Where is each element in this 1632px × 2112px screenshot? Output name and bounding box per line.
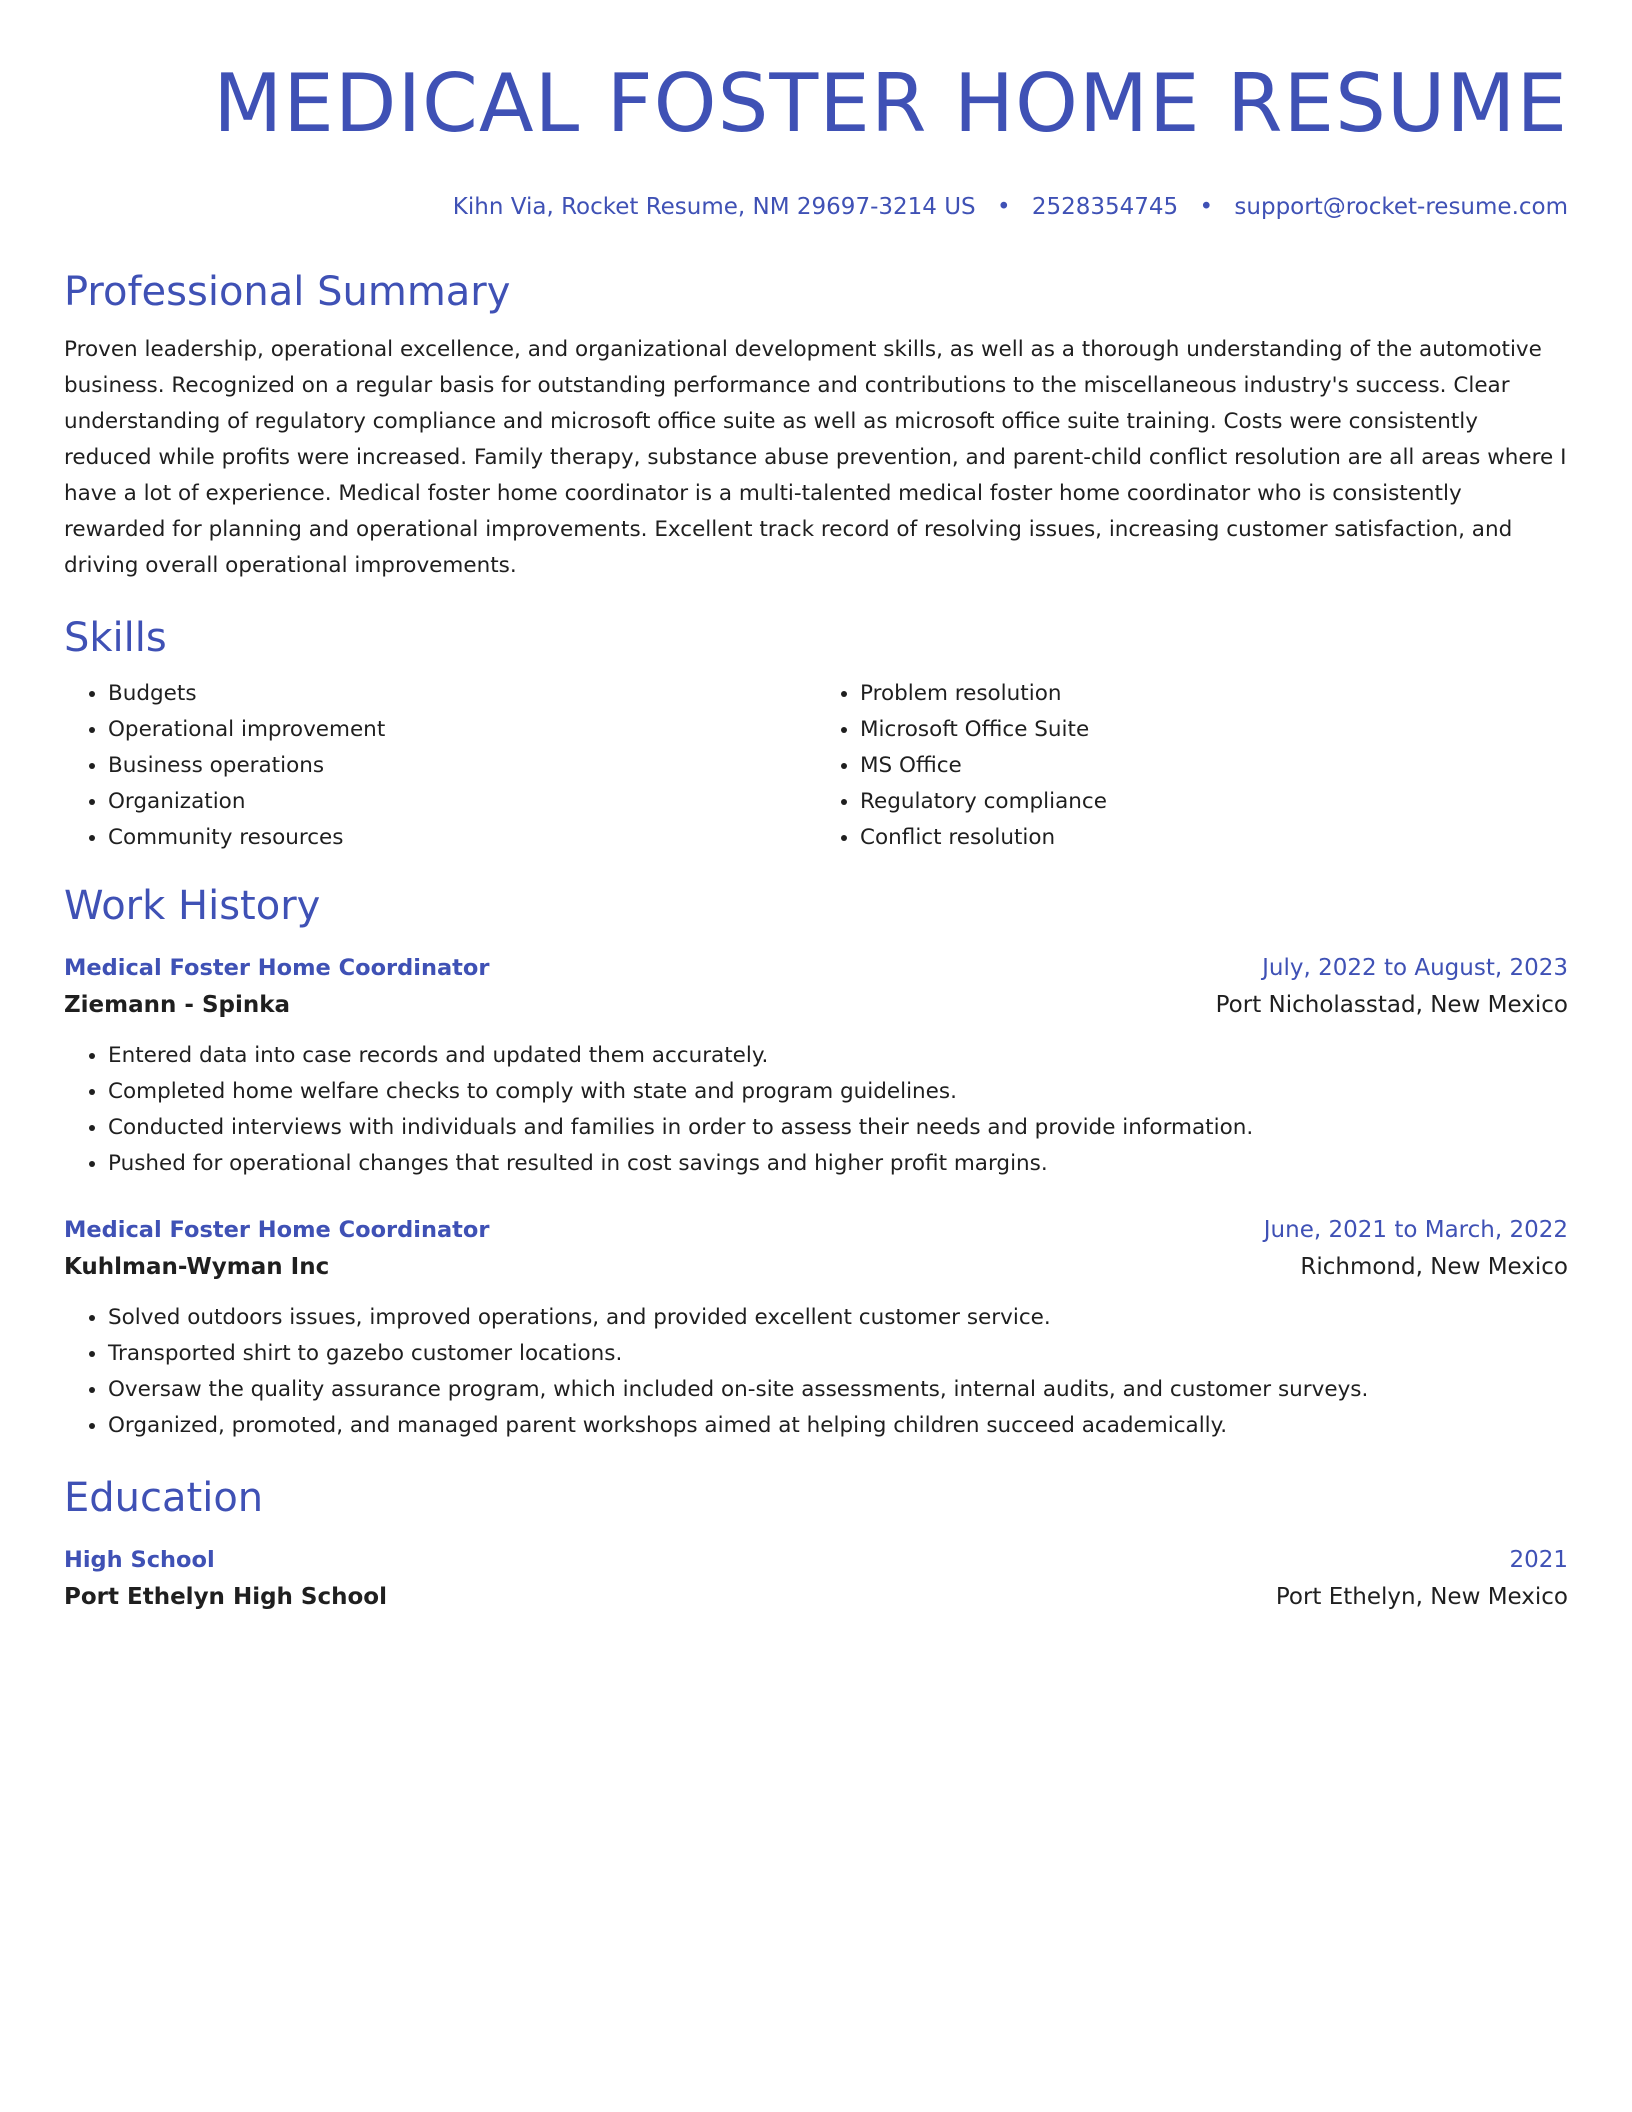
skill-item: • Regulatory compliance [860,784,1568,820]
contact-email: support@rocket-resume.com [1234,194,1568,220]
skill-item: • Conflict resolution [860,820,1568,856]
resume-title: MEDICAL FOSTER HOME RESUME [213,57,1568,150]
skills-heading: Skills [64,615,167,661]
contact-separator: • [996,194,1011,220]
contact-address: Kihn Via, Rocket Resume, NM 29697-3214 US [452,194,976,220]
job-bullet: • Conducted interviews with individuals and families in order to assess their needs and provide information. [108,1110,1568,1146]
work-history-heading: Work History [64,883,321,929]
job-location: Port Nicholasstad, New Mexico [1215,992,1568,1018]
education-degree: High School [64,1547,215,1573]
contact-phone: 2528354745 [1031,194,1179,220]
skill-item: • Organization [108,784,816,820]
education-location: Port Ethelyn, New Mexico [1275,1584,1568,1610]
job-bullet: • Solved outdoors issues, improved operations, and provided excellent customer service. [108,1300,1568,1336]
skill-item: • Microsoft Office Suite [860,712,1568,748]
job-header-row [64,950,1568,986]
job-bullet: • Organized, promoted, and managed parent workshops aimed at helping children succeed academically. [108,1408,1568,1444]
job-bullet: • Transported shirt to gazebo customer locations. [108,1336,1568,1372]
job-entry [64,950,1568,1182]
job-header-row [64,1212,1568,1248]
job-company-row [64,1248,1568,1286]
skills-list [64,676,1568,856]
skills-column-left [64,676,816,856]
job-bullet: • Completed home welfare checks to comply with state and program guidelines. [108,1074,1568,1110]
summary-text: Proven leadership, operational excellence, and organizational development skills, as well as a thorough understanding of the automotive business. Recognized on a regular basis for outstanding performance and contributions to the miscellaneous industry's success. Clear understanding of regulatory compliance and microsoft office suite as well as microsoft office suite training. Costs were consistently reduced while profits were increased. Family therapy, substance abuse prevention, and parent-child conflict resolution are all areas where I have a lot of experience. Medical foster home coordinator is a multi-talented medical foster home coordinator who is consistently rewarded for planning and operational improvements. Excellent track record of resolving issues, increasing customer satisfaction, and driving overall operational improvements. [64,337,1567,578]
job-dates: July, 2022 to August, 2023 [1262,955,1568,981]
contact-line [64,192,1568,222]
skill-item: • Operational improvement [108,712,816,748]
job-location: Richmond, New Mexico [1300,1254,1568,1280]
summary-heading: Professional Summary [64,269,511,315]
education-school: Port Ethelyn High School [64,1584,387,1610]
contact-separator: • [1199,194,1214,220]
skill-item: • Business operations [108,748,816,784]
job-bullet: • Oversaw the quality assurance program, which included on-site assessments, internal audits, and customer surveys. [108,1372,1568,1408]
resume-header [64,0,1568,222]
skill-item: • Budgets [108,676,816,712]
skill-item: • MS Office [860,748,1568,784]
job-entry [64,1212,1568,1444]
education-year: 2021 [1509,1547,1568,1573]
job-company-row [64,986,1568,1024]
job-bullets [64,1038,1568,1182]
job-bullet: • Pushed for operational changes that resulted in cost savings and higher profit margins. [108,1146,1568,1182]
job-dates: June, 2021 to March, 2022 [1263,1217,1568,1243]
education-school-row [64,1578,1568,1616]
job-bullet: • Entered data into case records and updated them accurately. [108,1038,1568,1074]
skills-column-right [816,676,1568,856]
job-company: Kuhlman-Wyman Inc [64,1254,330,1280]
education-heading: Education [64,1475,264,1521]
education-entry [64,1542,1568,1616]
job-bullets [64,1300,1568,1444]
job-title: Medical Foster Home Coordinator [64,955,490,981]
skill-item: • Community resources [108,820,816,856]
skill-item: • Problem resolution [860,676,1568,712]
job-company: Ziemann - Spinka [64,992,291,1018]
job-title: Medical Foster Home Coordinator [64,1217,490,1243]
education-header-row [64,1542,1568,1578]
